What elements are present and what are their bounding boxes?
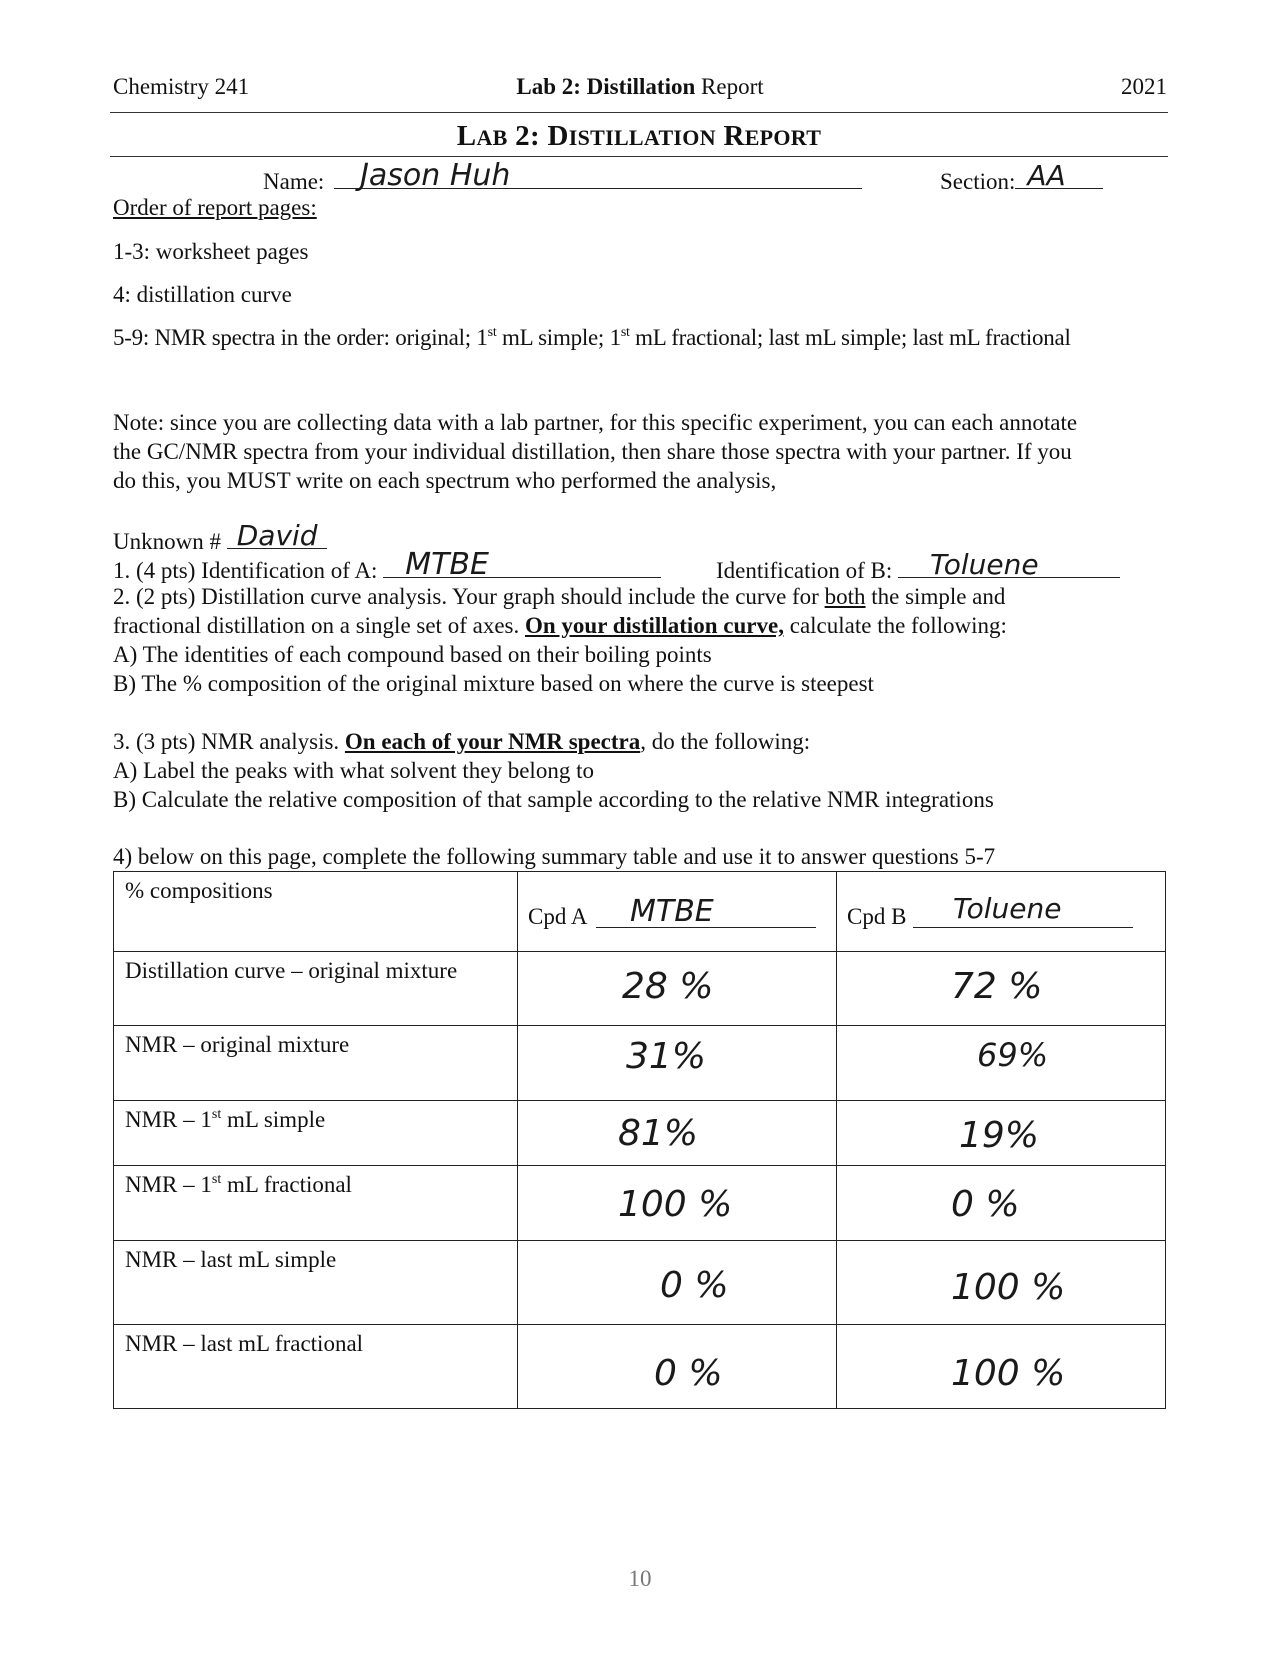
name-value: Jason Huh <box>360 158 511 193</box>
order-heading: Order of report pages: <box>113 195 317 220</box>
cell-cpd-b[interactable]: 19% <box>837 1101 1166 1166</box>
unknown-field[interactable] <box>227 519 327 552</box>
table-row <box>114 1241 1166 1325</box>
table-header-cpd-a <box>518 872 837 952</box>
q2-line-3: A) The identities of each compound based on their boiling points <box>113 642 712 667</box>
cell-cpd-a[interactable]: 31% <box>518 1026 837 1101</box>
table-row <box>114 1166 1166 1241</box>
cell-cpd-b[interactable]: 72 % <box>837 952 1166 1026</box>
row-label: NMR – original mixture <box>114 1026 518 1101</box>
note-line-3: do this, you MUST write on each spectrum who performed the analysis, <box>113 468 777 493</box>
cell-cpd-b[interactable]: 0 % <box>837 1166 1166 1241</box>
row-label: Distillation curve – original mixture <box>114 952 518 1026</box>
q4-intro: 4) below on this page, complete the following summary table and use it to answer questions 5-7 <box>113 844 996 869</box>
table-row <box>114 952 1166 1026</box>
q3-line-3: B) Calculate the relative composition of that sample according to the relative NMR integrations <box>113 787 994 812</box>
q1-label-b: Identification of B: <box>716 558 893 583</box>
cell-cpd-a[interactable]: 28 % <box>518 952 837 1026</box>
cpd-b-label: Cpd B <box>847 904 907 929</box>
table-row <box>114 1325 1166 1409</box>
title-rule <box>110 156 1168 157</box>
header-year: 2021 <box>1121 74 1167 99</box>
header-title-bold: Lab 2: Distillation <box>516 74 696 99</box>
q2-line-2: fractional distillation on a single set of axes. On your distillation curve, calculate the following: <box>113 613 1007 638</box>
note-line-1: Note: since you are collecting data with a lab partner, for this specific experiment, you can each annotate <box>113 410 1078 435</box>
q1-field-a[interactable] <box>383 547 661 582</box>
cell-cpd-a[interactable]: 0 % <box>518 1241 837 1325</box>
unknown-label: Unknown # <box>113 529 221 554</box>
table-row <box>114 1026 1166 1101</box>
name-field[interactable] <box>334 158 862 193</box>
cell-cpd-a[interactable]: 0 % <box>518 1325 837 1409</box>
q1-value-a: MTBE <box>405 547 489 582</box>
row-label: NMR – 1st mL fractional <box>114 1166 518 1241</box>
note-line-2: the GC/NMR spectra from your individual distillation, then share those spectra with your partner. If you <box>113 439 1072 464</box>
row-label: NMR – last mL fractional <box>114 1325 518 1409</box>
cell-cpd-a[interactable]: 81% <box>518 1101 837 1166</box>
cell-cpd-a[interactable]: 100 % <box>518 1166 837 1241</box>
name-line <box>263 158 862 196</box>
q2-line-4: B) The % composition of the original mixture based on where the curve is steepest <box>113 671 874 696</box>
cell-cpd-b[interactable]: 100 % <box>837 1325 1166 1409</box>
q2-line-1: 2. (2 pts) Distillation curve analysis. Your graph should include the curve for both the simple and <box>113 584 1006 609</box>
page-number: 10 <box>628 1566 652 1591</box>
unknown-line <box>113 519 327 556</box>
cpd-b-value: Toluene <box>953 892 1062 925</box>
cpd-a-label: Cpd A <box>528 904 588 929</box>
section-line <box>940 159 1103 196</box>
section-field[interactable] <box>1015 159 1103 192</box>
q1-value-b: Toluene <box>930 548 1039 581</box>
q3-line-1: 3. (3 pts) NMR analysis. On each of your NMR spectra, do the following: <box>113 729 811 754</box>
cpd-b-blank[interactable] <box>913 927 1133 928</box>
order-line-2: 4: distillation curve <box>113 282 292 307</box>
header-title-rest: Report <box>695 74 764 99</box>
section-label: Section: <box>940 169 1016 194</box>
table-corner: % compositions <box>114 872 518 952</box>
row-label: NMR – last mL simple <box>114 1241 518 1325</box>
row-label: NMR – 1st mL simple <box>114 1101 518 1166</box>
cell-cpd-b[interactable]: 69% <box>837 1026 1166 1101</box>
q3-line-2: A) Label the peaks with what solvent they belong to <box>113 758 594 783</box>
q1-field-b[interactable] <box>898 548 1120 581</box>
table-row <box>114 1101 1166 1166</box>
order-line-3: 5-9: NMR spectra in the order: original; 1st mL simple; 1st mL fractional; last mL simple; last mL fractional <box>113 325 1071 350</box>
table-header-row <box>114 872 1166 952</box>
table-header-cpd-b <box>837 872 1166 952</box>
cpd-a-value: MTBE <box>630 894 714 929</box>
section-value: AA <box>1027 159 1066 192</box>
header-title <box>0 74 1280 100</box>
cell-cpd-b[interactable]: 100 % <box>837 1241 1166 1325</box>
header-course: Chemistry 241 <box>113 74 250 99</box>
page-title: LAB 2: DISTILLATION REPORT <box>456 120 822 152</box>
header-rule <box>110 112 1168 113</box>
order-line-1: 1-3: worksheet pages <box>113 239 309 264</box>
q1-label-a: 1. (4 pts) Identification of A: <box>113 558 378 583</box>
name-label: Name: <box>263 169 325 194</box>
q1-line-a <box>113 547 661 585</box>
unknown-value: David <box>236 519 318 552</box>
summary-table <box>113 871 1166 1409</box>
q1-line-b <box>716 548 1120 585</box>
